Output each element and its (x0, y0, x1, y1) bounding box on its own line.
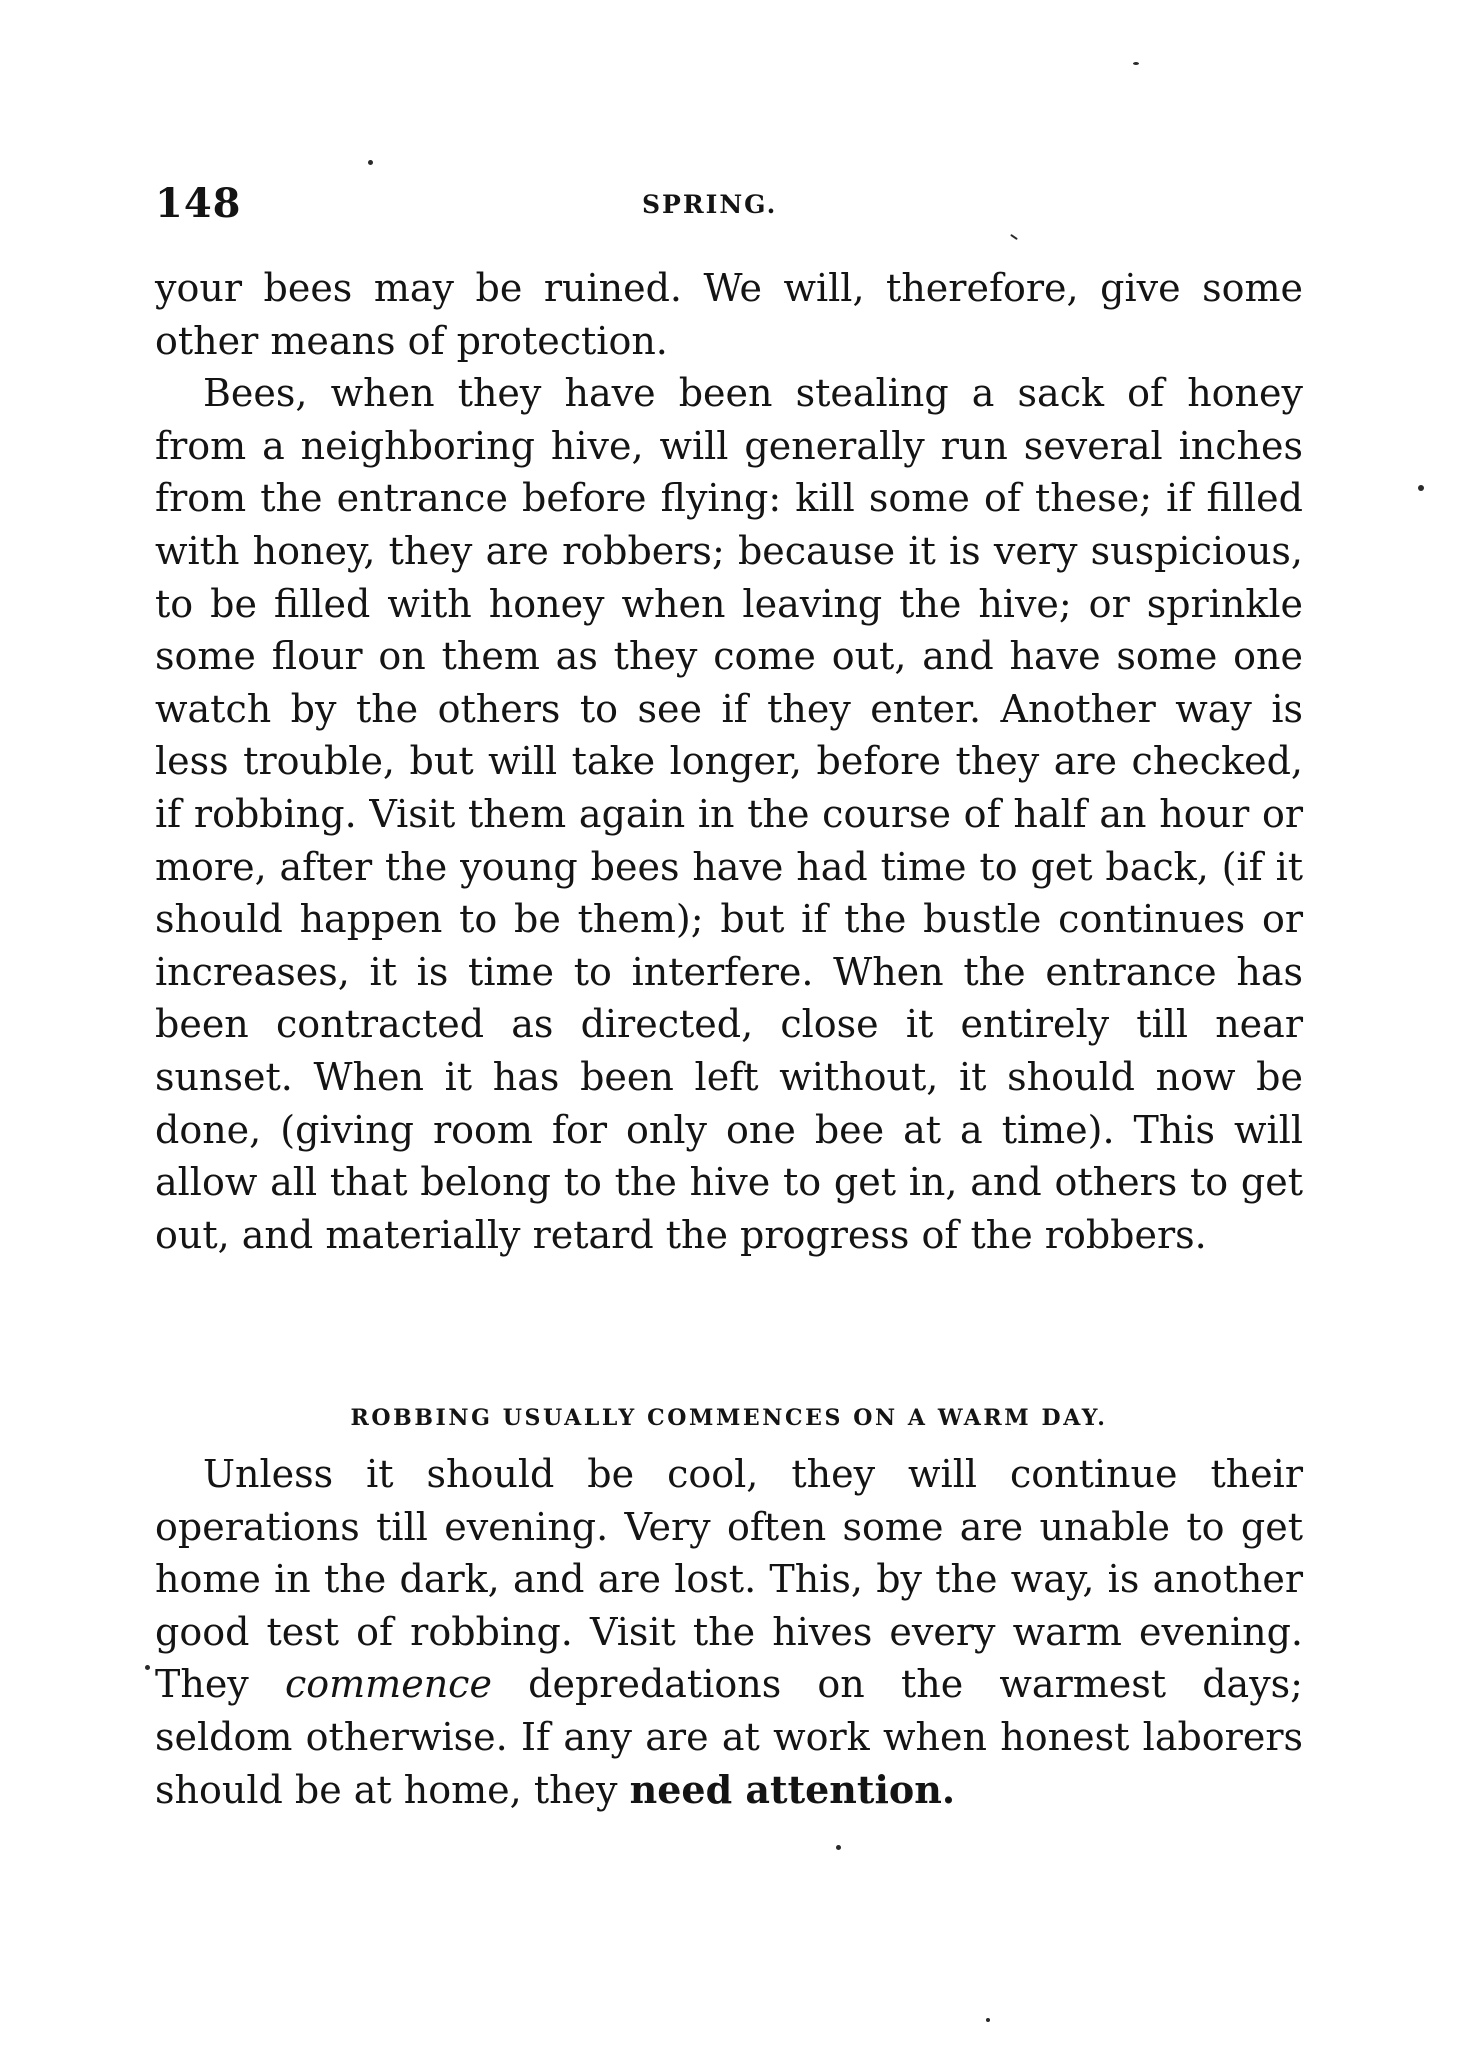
page-number: 148 (155, 180, 242, 227)
italic-word: commence (284, 1662, 492, 1707)
print-speck (986, 2018, 990, 2022)
body-text-bottom (155, 1448, 1303, 1816)
continuation-paragraph: your bees may be ruined. We will, therefore, give some other means of protection. (155, 266, 1303, 363)
section-subheading: ROBBING USUALLY COMMENCES ON A WARM DAY. (350, 1405, 1108, 1431)
warm-day-text-3: need attention. (629, 1766, 956, 1812)
body-text-top (155, 262, 1303, 1261)
robbers-paragraph: Bees, when they have been stealing a sack of honey from a neighboring hive, will generally run several inches from the entrance before flying: kill some of these; if filled with honey, they are robbers; because it is very suspicious, to be filled with honey when leaving the hive; or sprinkle some flour on them as they come out, and have some one watch by the others to see if they enter. Another way is less trouble, but will take longer, before they are checked, if robbing. Visit them again in the course of half an hour or more, after the young bees have had time to get back, (if it should happen to be them); but if the bustle continues or increases, it is time to interfere. When the entrance has been contracted as directed, close it entirely till near sunset. When it has been left without, it should now be done, (giving room for only one bee at a time). This will allow all that belong to the hive to get in, and others to get out, and materially retard the progress of the robbers. (155, 371, 1303, 1257)
print-speck (1418, 485, 1424, 491)
warm-day-text-2: depredations on the warmest days; seldom otherwise. If any are at work when honest laborers should be at home, they (155, 1662, 1303, 1812)
warm-day-text-1: Unless it should be cool, they will continue their operations till evening. Very often some are unable to get home in the dark, and are lost. This, by the way, is another good test of robbing. Visit the hives every warm evening. They (155, 1452, 1303, 1707)
print-speck (145, 1665, 150, 1670)
print-speck (836, 1845, 841, 1850)
warm-day-paragraph (155, 1448, 1303, 1816)
running-head (155, 180, 1305, 240)
running-title: SPRING. (642, 190, 778, 219)
print-speck (368, 160, 373, 165)
print-speck (1133, 62, 1139, 65)
